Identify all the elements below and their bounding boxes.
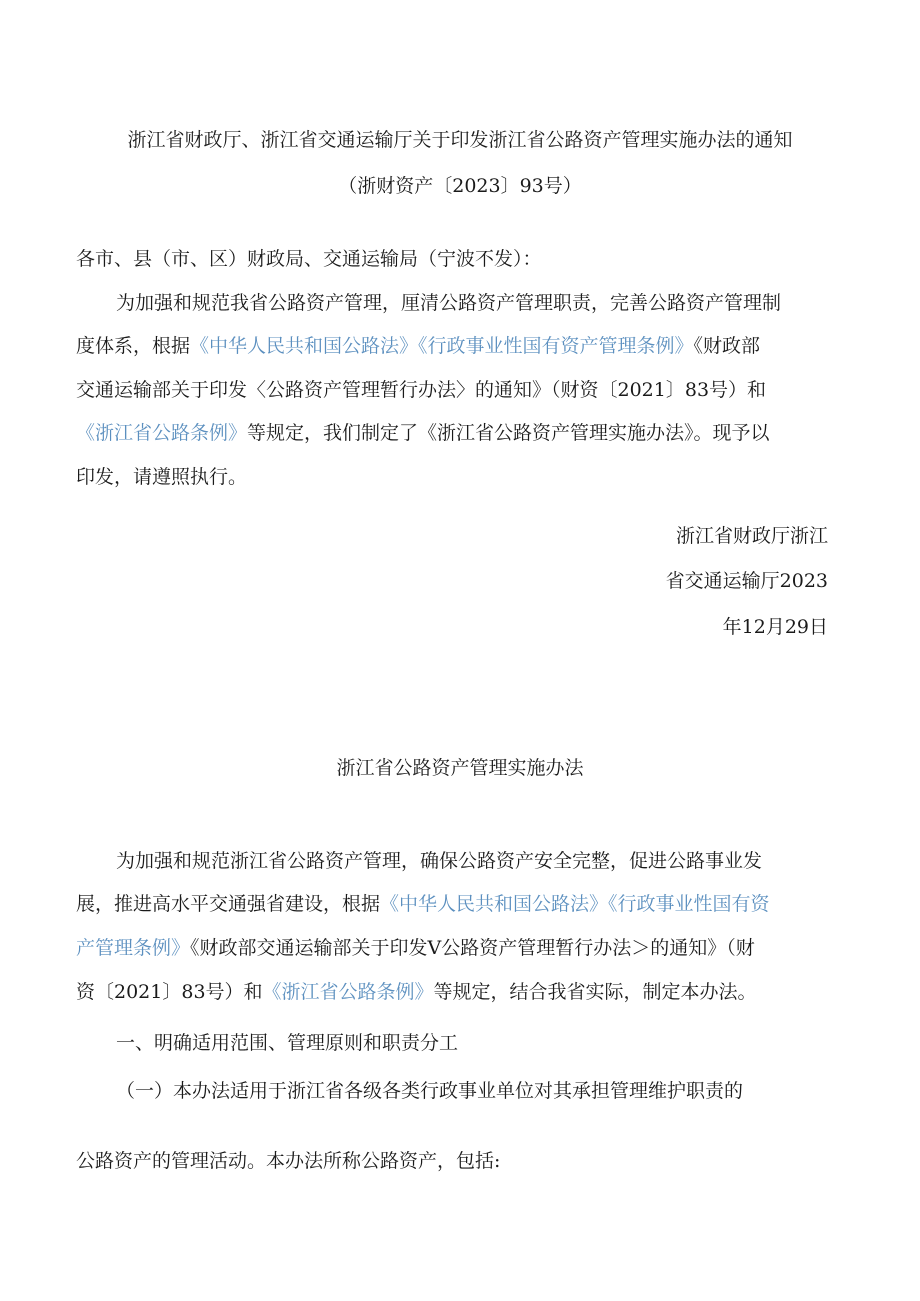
link-asset-regulation-cont[interactable]: 产管理条例》 — [76, 937, 191, 959]
signature-date: 年12月29日 — [722, 616, 828, 638]
heading-1: 一、明确适用范围、管理原则和职责分工 — [116, 1032, 459, 1054]
text: 《财政部 — [693, 335, 761, 357]
item-1-line-1: （一）本办法适用于浙江省各级各类行政事业单位对其承担管理维护职责的 — [116, 1080, 744, 1102]
link-highway-law[interactable]: 《中华人民共和国公路法》 — [380, 893, 609, 915]
link-zhejiang-highway-regulation[interactable]: 《浙江省公路条例》 — [262, 981, 434, 1003]
document-title: 浙江省财政厅、浙江省交通运输厅关于印发浙江省公路资产管理实施办法的通知 — [127, 129, 793, 151]
link-asset-regulation[interactable]: 《行政事业性国有资 — [608, 893, 770, 915]
text: 等规定，我们制定了《浙江省公路资产管理实施办法》。现予以 — [247, 422, 770, 444]
section-title: 浙江省公路资产管理实施办法 — [336, 757, 584, 779]
text: 等规定，结合我省实际，制定本办法。 — [433, 981, 757, 1003]
paragraph-2-line-3 — [76, 935, 755, 961]
paragraph-1-line-3: 交通运输部关于印发〈公路资产管理暂行办法〉的通知》（财资〔2021〕83号）和 — [76, 379, 767, 401]
text: 资〔2021〕83号）和 — [76, 981, 263, 1003]
text: 展，推进高水平交通强省建设，根据 — [76, 893, 381, 915]
paragraph-2-line-4 — [76, 979, 757, 1005]
text: 度体系，根据 — [76, 335, 191, 357]
document-number: （浙财资产〔2023〕93号） — [338, 175, 582, 197]
text: 《财政部交通运输部关于印发Ⅴ公路资产管理暂行办法＞的通知》（财 — [190, 937, 755, 959]
paragraph-1-line-2 — [76, 333, 760, 359]
signature-line-2: 省交通运输厅2023 — [665, 570, 828, 592]
salutation: 各市、县（市、区）财政局、交通运输局（宁波不发）： — [76, 248, 542, 270]
signature-line-1: 浙江省财政厅浙江 — [675, 525, 828, 547]
paragraph-2-line-2 — [76, 891, 770, 917]
link-zhejiang-highway-regulation[interactable]: 《浙江省公路条例》 — [76, 422, 248, 444]
link-highway-law[interactable]: 《中华人民共和国公路法》 — [190, 335, 419, 357]
paragraph-1-line-1: 为加强和规范我省公路资产管理，厘清公路资产管理职责，完善公路资产管理制 — [116, 292, 782, 314]
item-1-line-2: 公路资产的管理活动。本办法所称公路资产，包括: — [76, 1150, 501, 1172]
link-asset-regulation[interactable]: 《行政事业性国有资产管理条例》 — [418, 335, 694, 357]
paragraph-1-line-4 — [76, 420, 770, 446]
paragraph-1-line-5: 印发，请遵照执行。 — [76, 466, 248, 488]
paragraph-2-line-1: 为加强和规范浙江省公路资产管理，确保公路资产安全完整，促进公路事业发 — [116, 850, 763, 872]
